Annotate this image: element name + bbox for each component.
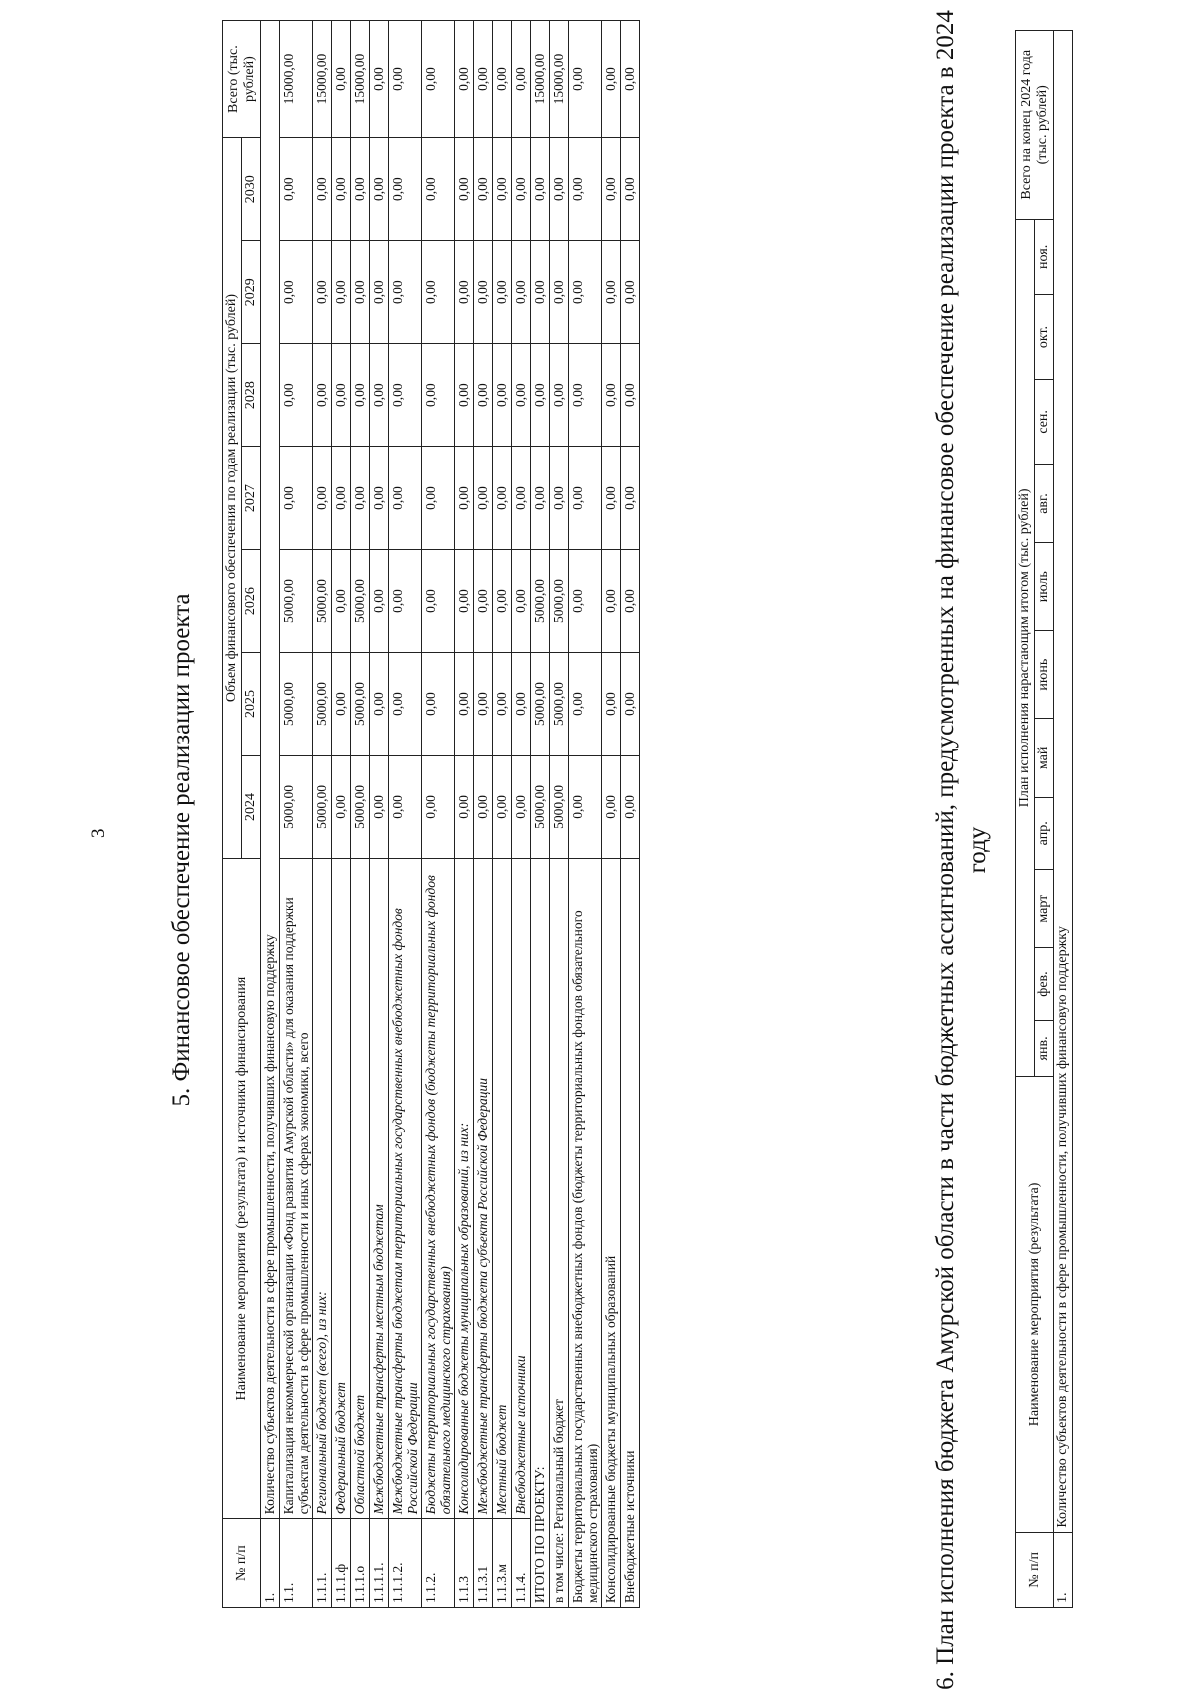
plan-col-plan-header: План исполнения нарастающим итогом (тыс. рублей) — [1016, 219, 1035, 1077]
row-total: 0,00 — [422, 21, 455, 138]
page-number: 3 — [88, 828, 109, 838]
row-num: 1.1.3.м — [493, 1519, 512, 1608]
month-header: июль — [1035, 543, 1054, 631]
row-value: 0,00 — [422, 550, 455, 653]
row-value: 0,00 — [512, 138, 531, 241]
row-value: 0,00 — [512, 241, 531, 344]
year-header: 2030 — [242, 138, 261, 241]
row-value: 0,00 — [621, 241, 640, 344]
row-value: 0,00 — [602, 138, 621, 241]
row-value: 0,00 — [621, 138, 640, 241]
row-value: 0,00 — [455, 138, 474, 241]
row-value: 0,00 — [602, 653, 621, 756]
row-value: 5000,00 — [531, 755, 550, 858]
plan-col-total-header: Всего на конец 2024 года (тыс. рублей) — [1016, 31, 1054, 220]
budget-plan-table — [1015, 30, 1073, 1608]
row-total: 15000,00 — [550, 21, 569, 138]
table-row — [569, 21, 602, 1608]
row-value: 0,00 — [621, 344, 640, 447]
row-name: Капитализация некоммерческой организации «Фонд развития Амурской области» для оказания поддержки субъектам деятельности в сфере промышленности и иных сферах экономики, всего — [280, 858, 313, 1518]
row-value: 0,00 — [313, 447, 332, 550]
row-name: Бюджеты территориальных государственных внебюджетных фондов (бюджеты территориальных фондов обязательного медицинского страхования) — [422, 858, 455, 1518]
row-value: 0,00 — [474, 755, 493, 858]
row-value: 0,00 — [389, 653, 422, 756]
row-value: 0,00 — [474, 138, 493, 241]
month-header: март — [1035, 869, 1054, 948]
row-value: 5000,00 — [531, 550, 550, 653]
month-header: фев. — [1035, 948, 1054, 1020]
row-name: Консолидированные бюджеты муниципальных образований — [602, 858, 621, 1607]
row-value: 0,00 — [455, 755, 474, 858]
row-value: 0,00 — [332, 653, 351, 756]
row-value: 0,00 — [474, 344, 493, 447]
row-value: 0,00 — [474, 550, 493, 653]
row-value: 5000,00 — [280, 653, 313, 756]
row-value: 0,00 — [602, 344, 621, 447]
row-total: 0,00 — [474, 21, 493, 138]
table-row — [261, 21, 280, 1608]
row-value: 0,00 — [512, 447, 531, 550]
row-value: 0,00 — [531, 447, 550, 550]
table-row — [493, 21, 512, 1608]
row-value: 5000,00 — [550, 550, 569, 653]
month-header: окт. — [1035, 295, 1054, 380]
col-name-header: Наименование мероприятия (результата) и источники финансирования — [223, 858, 261, 1518]
row-value: 0,00 — [370, 241, 389, 344]
row-total: 0,00 — [455, 21, 474, 138]
row-name: Количество субъектов деятельности в сфере промышленности, получивших финансовую поддержку — [261, 21, 280, 1519]
row-value: 0,00 — [389, 550, 422, 653]
row-name: Межбюджетные трансферты бюджетам территориальных государственных внебюджетных фондов Российской Федерации — [389, 858, 422, 1518]
plan-col-name-header: Наименование мероприятия (результата) — [1016, 1077, 1054, 1532]
row-name: Бюджеты территориальных государственных внебюджетных фондов (бюджеты территориальных фондов обязательного медицинского страхования) — [569, 858, 602, 1607]
row-value: 5000,00 — [550, 653, 569, 756]
row-value: 0,00 — [280, 138, 313, 241]
row-name: Межбюджетные трансферты бюджета субъекта Российской Федерации — [474, 858, 493, 1518]
row-value: 5000,00 — [313, 755, 332, 858]
row-value: 0,00 — [569, 447, 602, 550]
row-value: 0,00 — [550, 241, 569, 344]
row-value: 0,00 — [621, 653, 640, 756]
row-value: 0,00 — [569, 653, 602, 756]
row-value: 5000,00 — [351, 550, 370, 653]
row-value: 0,00 — [332, 344, 351, 447]
table-row — [1054, 31, 1073, 1608]
row-name: ИТОГО ПО ПРОЕКТУ: — [531, 858, 550, 1607]
row-value: 0,00 — [389, 755, 422, 858]
year-header: 2029 — [242, 241, 261, 344]
row-value: 0,00 — [493, 653, 512, 756]
table-row — [422, 21, 455, 1608]
financing-table — [222, 20, 640, 1608]
row-value: 0,00 — [332, 241, 351, 344]
row-name: Количество субъектов деятельности в сфере промышленности, получивших финансовую поддержку — [1054, 31, 1073, 1533]
row-value: 0,00 — [422, 653, 455, 756]
row-value: 0,00 — [569, 241, 602, 344]
row-value: 5000,00 — [313, 653, 332, 756]
row-value: 0,00 — [280, 241, 313, 344]
row-value: 0,00 — [351, 138, 370, 241]
year-header: 2028 — [242, 344, 261, 447]
row-value: 0,00 — [422, 344, 455, 447]
row-total: 15000,00 — [280, 21, 313, 138]
row-name: Внебюджетные источники — [512, 858, 531, 1518]
row-value: 0,00 — [313, 138, 332, 241]
row-total: 15000,00 — [313, 21, 332, 138]
row-value: 0,00 — [569, 550, 602, 653]
row-total: 0,00 — [493, 21, 512, 138]
row-value: 0,00 — [621, 550, 640, 653]
row-value: 5000,00 — [280, 550, 313, 653]
row-value: 0,00 — [370, 550, 389, 653]
table-row — [351, 21, 370, 1608]
row-value: 5000,00 — [280, 755, 313, 858]
col-total-header: Всего (тыс. рублей) — [223, 21, 261, 138]
row-value: 0,00 — [313, 241, 332, 344]
row-name: Внебюджетные источники — [621, 858, 640, 1607]
row-value: 0,00 — [370, 447, 389, 550]
row-total: 15000,00 — [531, 21, 550, 138]
row-value: 0,00 — [455, 653, 474, 756]
row-name: Местный бюджет — [493, 858, 512, 1518]
month-header: май — [1035, 719, 1054, 798]
row-value: 0,00 — [531, 241, 550, 344]
row-value: 0,00 — [389, 241, 422, 344]
row-value: 0,00 — [455, 241, 474, 344]
col-num-header: № п/п — [223, 1519, 261, 1608]
table-row — [332, 21, 351, 1608]
table-row — [280, 21, 313, 1608]
table-row — [550, 21, 569, 1608]
row-value: 0,00 — [512, 755, 531, 858]
row-value: 0,00 — [455, 447, 474, 550]
row-name: Межбюджетные трансферты местным бюджетам — [370, 858, 389, 1518]
row-value: 0,00 — [550, 447, 569, 550]
row-num: 1.1.1.2. — [389, 1519, 422, 1608]
row-value: 5000,00 — [550, 755, 569, 858]
row-value: 0,00 — [370, 138, 389, 241]
row-total: 0,00 — [621, 21, 640, 138]
row-total: 0,00 — [332, 21, 351, 138]
row-value: 0,00 — [313, 344, 332, 447]
row-total: 0,00 — [602, 21, 621, 138]
row-value: 5000,00 — [531, 653, 550, 756]
table-row — [313, 21, 332, 1608]
month-header: ноя. — [1035, 219, 1054, 295]
row-value: 0,00 — [493, 550, 512, 653]
row-num: 1.1.1.1. — [370, 1519, 389, 1608]
table-row — [602, 21, 621, 1608]
row-value: 0,00 — [351, 447, 370, 550]
row-num: 1. — [1054, 1532, 1073, 1607]
row-value: 0,00 — [493, 344, 512, 447]
row-value: 0,00 — [332, 138, 351, 241]
month-header: июнь — [1035, 631, 1054, 719]
section6-title: 6. План исполнения бюджета Амурской области в части бюджетных ассигнований, предусмотренных на финансовое обеспечение реализации проекта в 2024 году — [932, 10, 991, 1690]
row-name: Федеральный бюджет — [332, 858, 351, 1518]
row-value: 5000,00 — [313, 550, 332, 653]
table-row — [512, 21, 531, 1608]
row-value: 0,00 — [569, 755, 602, 858]
row-num: 1.1.3 — [455, 1519, 474, 1608]
row-value: 0,00 — [621, 447, 640, 550]
row-name: в том числе: Региональный бюджет — [550, 858, 569, 1607]
year-header: 2026 — [242, 550, 261, 653]
table-row — [474, 21, 493, 1608]
row-total: 0,00 — [370, 21, 389, 138]
section5-title: 5. Финансовое обеспечение реализации проекта — [168, 593, 195, 1107]
budget-plan-table-body — [1054, 31, 1073, 1608]
row-value: 0,00 — [621, 755, 640, 858]
row-name: Областной бюджет — [351, 858, 370, 1518]
row-total: 0,00 — [569, 21, 602, 138]
row-value: 0,00 — [512, 344, 531, 447]
row-value: 0,00 — [389, 138, 422, 241]
row-value: 0,00 — [602, 550, 621, 653]
financing-table-body — [261, 21, 640, 1608]
month-header: янв. — [1035, 1020, 1054, 1077]
row-value: 0,00 — [550, 344, 569, 447]
row-value: 0,00 — [474, 241, 493, 344]
plan-col-num-header: № п/п — [1016, 1532, 1054, 1607]
row-value: 0,00 — [512, 550, 531, 653]
row-value: 0,00 — [389, 447, 422, 550]
row-value: 0,00 — [370, 755, 389, 858]
row-value: 0,00 — [602, 447, 621, 550]
row-value: 0,00 — [602, 241, 621, 344]
row-total: 0,00 — [512, 21, 531, 138]
row-value: 0,00 — [280, 447, 313, 550]
row-value: 0,00 — [332, 550, 351, 653]
row-value: 0,00 — [455, 344, 474, 447]
row-num: 1.1.4. — [512, 1519, 531, 1608]
row-value: 0,00 — [422, 755, 455, 858]
row-value: 5000,00 — [351, 755, 370, 858]
row-value: 0,00 — [569, 344, 602, 447]
row-value: 0,00 — [531, 344, 550, 447]
month-header: апр. — [1035, 797, 1054, 869]
col-volume-header: Объем финансового обеспечения по годам реализации (тыс. рублей) — [223, 138, 242, 859]
row-name: Региональный бюджет (всего), из них: — [313, 858, 332, 1518]
row-value: 0,00 — [493, 241, 512, 344]
table-row — [455, 21, 474, 1608]
table-row — [370, 21, 389, 1608]
row-num: 1.1. — [280, 1519, 313, 1608]
row-num: 1.1.1.о — [351, 1519, 370, 1608]
row-value: 0,00 — [474, 653, 493, 756]
row-value: 0,00 — [602, 755, 621, 858]
year-header: 2025 — [242, 653, 261, 756]
row-num: 1.1.1.ф — [332, 1519, 351, 1608]
row-value: 0,00 — [332, 755, 351, 858]
row-value: 0,00 — [493, 755, 512, 858]
row-num: 1. — [261, 1519, 280, 1608]
row-value: 0,00 — [351, 344, 370, 447]
row-value: 0,00 — [531, 138, 550, 241]
row-name: Консолидированные бюджеты муниципальных образований, из них: — [455, 858, 474, 1518]
year-header: 2027 — [242, 447, 261, 550]
row-value: 0,00 — [280, 344, 313, 447]
row-value: 0,00 — [493, 447, 512, 550]
table-row — [531, 21, 550, 1608]
row-value: 0,00 — [422, 138, 455, 241]
month-header: авг. — [1035, 464, 1054, 543]
row-value: 0,00 — [512, 653, 531, 756]
row-value: 0,00 — [370, 653, 389, 756]
row-value: 5000,00 — [351, 653, 370, 756]
row-num: 1.1.3.1 — [474, 1519, 493, 1608]
table-row — [389, 21, 422, 1608]
row-value: 0,00 — [422, 447, 455, 550]
row-total: 0,00 — [389, 21, 422, 138]
row-value: 0,00 — [493, 138, 512, 241]
row-value: 0,00 — [370, 344, 389, 447]
year-header: 2024 — [242, 755, 261, 858]
row-value: 0,00 — [389, 344, 422, 447]
month-header: сен. — [1035, 379, 1054, 464]
row-value: 0,00 — [455, 550, 474, 653]
row-num: 1.1.2. — [422, 1519, 455, 1608]
row-value: 0,00 — [351, 241, 370, 344]
row-value: 0,00 — [332, 447, 351, 550]
row-value: 0,00 — [550, 138, 569, 241]
row-total: 15000,00 — [351, 21, 370, 138]
row-value: 0,00 — [474, 447, 493, 550]
table-row — [621, 21, 640, 1608]
row-num: 1.1.1. — [313, 1519, 332, 1608]
row-value: 0,00 — [569, 138, 602, 241]
row-value: 0,00 — [422, 241, 455, 344]
